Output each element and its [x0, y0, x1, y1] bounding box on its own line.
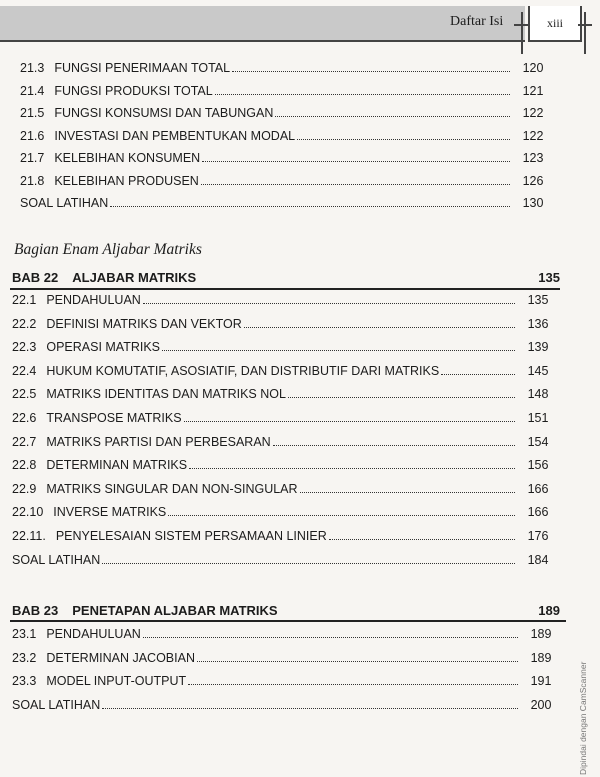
entry-title: MATRIKS IDENTITAS DAN MATRIKS NOL: [46, 387, 286, 402]
entry-title: FUNGSI PRODUKSI TOTAL: [54, 83, 213, 98]
entry-title: FUNGSI KONSUMSI DAN TABUNGAN: [54, 106, 274, 120]
entry-title: HUKUM KOMUTATIF, ASOSIATIF, DAN DISTRIBUTIF DARI MATRIKS: [46, 363, 440, 378]
page-number: xiii: [546, 16, 563, 30]
toc-entry: [12, 650, 558, 666]
entry-title: PENYELESAIAN SISTEM PERSAMAAN LINIER: [55, 529, 327, 543]
chapter-page: 135: [538, 270, 560, 285]
entry-number: 21.6: [20, 128, 45, 143]
entry-title: DETERMINAN JACOBIAN: [46, 650, 195, 665]
dot-leader: [162, 350, 515, 351]
entry-title: DEFINISI MATRIKS DAN VEKTOR: [46, 316, 242, 331]
toc-entry: [12, 528, 555, 544]
entry-label: [12, 504, 166, 520]
entry-number: 23.3: [12, 674, 37, 688]
entry-title: SOAL LATIHAN: [20, 196, 109, 210]
toc-entry: [20, 60, 550, 76]
entry-page: 151: [527, 411, 549, 425]
entry-label: [12, 552, 100, 568]
entry-label: [20, 150, 200, 166]
entry-title: INVERSE MATRIKS: [53, 505, 167, 520]
entry-page: 200: [530, 697, 552, 712]
chapter-22-heading: [12, 270, 560, 285]
toc-entry: [12, 504, 555, 520]
chapter-rule: [10, 620, 566, 622]
crop-mark: [521, 12, 523, 54]
toc-entry: [20, 105, 550, 121]
entry-title: MODEL INPUT-OUTPUT: [46, 674, 187, 688]
toc-entry: [20, 173, 550, 189]
entry-label: [12, 481, 298, 497]
dot-leader: [102, 563, 515, 564]
toc-entry: [12, 697, 558, 713]
chapter-23-heading: [12, 603, 560, 618]
chapter-code: BAB 22: [12, 270, 59, 285]
entry-page: 166: [527, 481, 549, 496]
entry-label: [12, 697, 100, 713]
chapter-title: PENETAPAN ALJABAR MATRIKS: [72, 603, 278, 618]
dot-leader: [441, 374, 515, 375]
toc-entry: [20, 150, 550, 166]
entry-title: MATRIKS SINGULAR DAN NON-SINGULAR: [46, 481, 298, 496]
dot-leader: [300, 492, 515, 493]
dot-leader: [288, 397, 515, 398]
toc-entry: [12, 410, 555, 426]
dot-leader: [168, 515, 515, 516]
entry-number: 22.6: [12, 411, 37, 425]
running-header-title: Daftar Isi: [450, 14, 504, 29]
entry-number: 21.7: [20, 151, 45, 165]
entry-page: 176: [527, 529, 549, 543]
entry-number: 23.1: [12, 627, 37, 641]
crop-mark: [578, 24, 592, 26]
entry-label: [20, 128, 295, 144]
dot-leader: [189, 468, 515, 469]
running-header: [0, 6, 525, 42]
entry-title: SOAL LATIHAN: [12, 552, 101, 567]
entry-number: 21.4: [20, 83, 45, 98]
entry-title: INVESTASI DAN PEMBENTUKAN MODAL: [54, 128, 296, 143]
scanner-watermark: Dipindai dengan CamScanner: [578, 661, 588, 775]
entry-page: 189: [530, 650, 552, 665]
entry-page: 139: [527, 340, 549, 355]
entry-number: 22.2: [12, 316, 37, 331]
entry-title: KELEBIHAN PRODUSEN: [54, 173, 199, 188]
entry-label: [12, 626, 141, 642]
entry-label: [12, 386, 286, 402]
entry-title: SOAL LATIHAN: [12, 697, 101, 712]
entry-page: 123: [522, 151, 544, 165]
entry-number: 23.2: [12, 650, 37, 665]
entry-page: 130: [522, 196, 544, 210]
entry-page: 145: [527, 363, 549, 378]
dot-leader: [297, 139, 510, 140]
entry-label: [12, 316, 242, 332]
dot-leader: [110, 206, 510, 207]
dot-leader: [273, 445, 515, 446]
entry-page: 184: [527, 552, 549, 567]
entry-page: 135: [527, 293, 549, 307]
dot-leader: [197, 661, 518, 662]
entry-label: [20, 195, 108, 211]
entry-label: [12, 292, 141, 308]
entry-page: 166: [527, 505, 549, 520]
entry-title: PENDAHULUAN: [46, 293, 141, 307]
toc-entry: [20, 195, 550, 211]
dot-leader: [184, 421, 515, 422]
part-title: Bagian Enam Aljabar Matriks: [14, 241, 202, 258]
toc-entry: [12, 481, 555, 497]
entry-label: [12, 528, 327, 544]
toc-entry: [12, 363, 555, 379]
toc-entry: [20, 83, 550, 99]
entry-label: [12, 457, 187, 473]
entry-title: FUNGSI PENERIMAAN TOTAL: [54, 61, 231, 75]
dot-leader: [215, 94, 510, 95]
dot-leader: [143, 303, 515, 304]
entry-number: 22.7: [12, 434, 37, 449]
entry-label: [20, 83, 213, 99]
entry-title: DETERMINAN MATRIKS: [46, 458, 188, 473]
entry-number: 21.3: [20, 61, 45, 75]
page-number-box: [528, 6, 582, 42]
dot-leader: [329, 539, 515, 540]
entry-label: [12, 434, 271, 450]
entry-page: 121: [522, 83, 544, 98]
toc-entry: [12, 316, 555, 332]
entry-number: 22.9: [12, 481, 37, 496]
entry-title: KELEBIHAN KONSUMEN: [54, 151, 201, 165]
entry-number: 22.8: [12, 458, 37, 473]
dot-leader: [188, 684, 518, 685]
entry-page: 136: [527, 316, 549, 331]
entry-number: 22.11.: [12, 529, 46, 543]
entry-label: [12, 339, 160, 355]
entry-label: [12, 410, 182, 426]
entry-page: 148: [527, 387, 549, 402]
entry-label: [12, 363, 439, 379]
chapter-rule: [10, 288, 560, 290]
dot-leader: [202, 161, 510, 162]
entry-page: 154: [527, 434, 549, 449]
toc-entry: [12, 457, 555, 473]
entry-number: 22.4: [12, 363, 37, 378]
toc-entry: [12, 626, 558, 642]
toc-entry: [12, 434, 555, 450]
entry-title: TRANSPOSE MATRIKS: [46, 411, 182, 425]
toc-entry: [12, 552, 555, 568]
entry-page: 122: [522, 128, 544, 143]
toc-entry: [12, 292, 555, 308]
crop-mark: [584, 12, 586, 54]
entry-page: 120: [522, 61, 544, 75]
dot-leader: [232, 71, 510, 72]
dot-leader: [244, 327, 515, 328]
chapter-page: 189: [538, 603, 560, 618]
entry-number: 22.3: [12, 340, 37, 355]
dot-leader: [275, 116, 510, 117]
entry-title: PENDAHULUAN: [46, 627, 141, 641]
entry-label: [20, 105, 273, 121]
entry-page: 122: [522, 106, 544, 120]
entry-page: 189: [530, 627, 552, 641]
dot-leader: [102, 708, 518, 709]
chapter-title: ALJABAR MATRIKS: [72, 270, 197, 285]
entry-label: [20, 60, 230, 76]
toc-entry: [20, 128, 550, 144]
entry-number: 21.5: [20, 106, 45, 120]
entry-number: 22.1: [12, 293, 37, 307]
entry-page: 126: [522, 173, 544, 188]
entry-title: MATRIKS PARTISI DAN PERBESARAN: [46, 434, 271, 449]
dot-leader: [201, 184, 510, 185]
entry-label: [12, 650, 195, 666]
toc-entry: [12, 673, 558, 689]
chapter-code: BAB 23: [12, 603, 59, 618]
dot-leader: [143, 637, 518, 638]
toc-entry: [12, 386, 555, 402]
entry-label: [12, 673, 186, 689]
entry-label: [20, 173, 199, 189]
toc-entry: [12, 339, 555, 355]
entry-number: 21.8: [20, 173, 45, 188]
entry-number: 22.5: [12, 387, 37, 402]
entry-page: 191: [530, 674, 552, 688]
entry-page: 156: [527, 458, 549, 473]
entry-title: OPERASI MATRIKS: [46, 340, 161, 355]
crop-mark: [514, 24, 528, 26]
entry-number: 22.10: [12, 505, 44, 520]
